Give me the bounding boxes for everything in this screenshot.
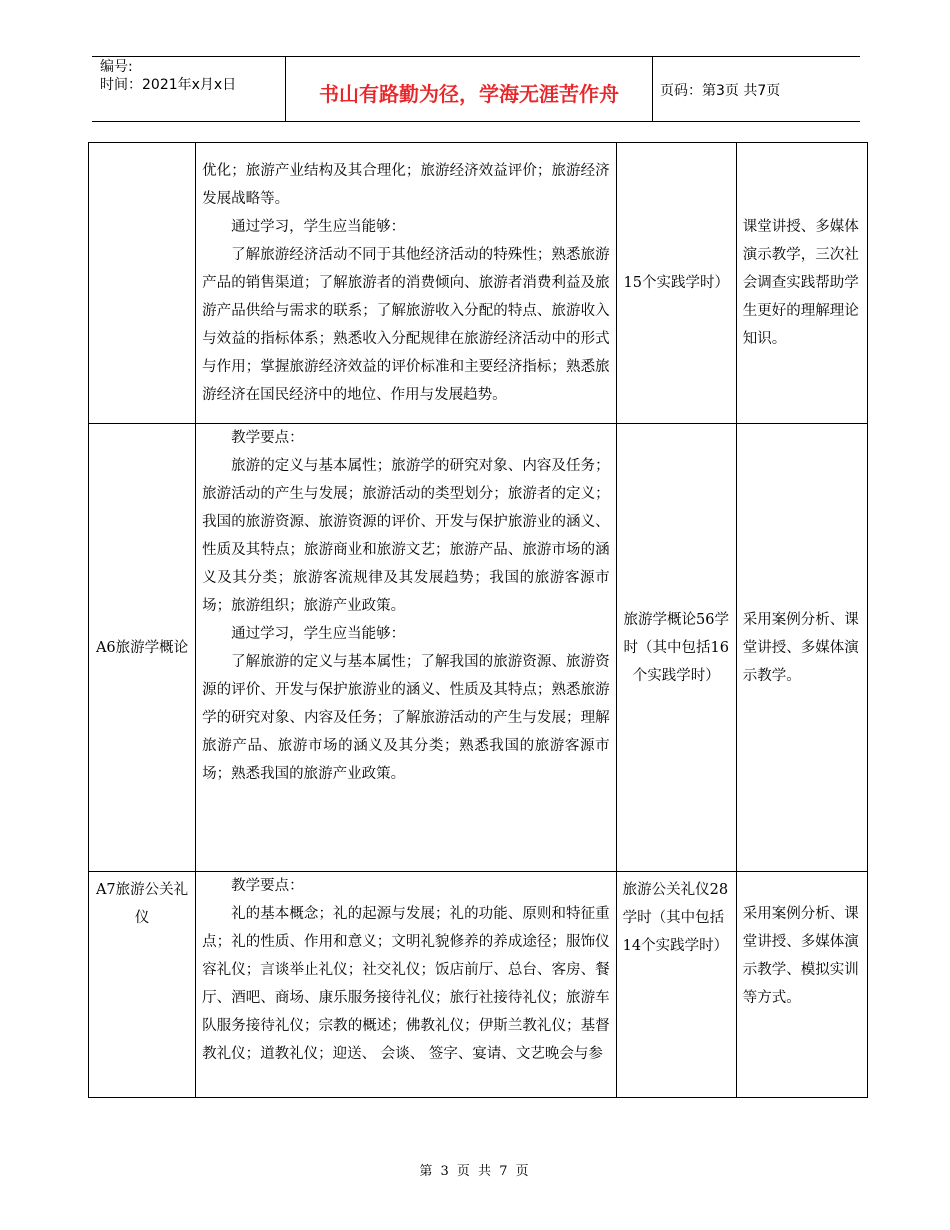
course-hours-cell: 旅游学概论56学时（其中包括16个实践学时）	[616, 424, 736, 872]
header-bottom-rule	[92, 121, 860, 122]
teaching-method-cell: 采用案例分析、课堂讲授、多媒体演示教学。	[736, 424, 867, 872]
course-name-cell	[89, 143, 196, 424]
course-hours-cell: 旅游公关礼仪28学时（其中包括14个实践学时）	[616, 872, 736, 1098]
page-footer: 第 3 页 共 7 页	[419, 1164, 531, 1179]
content-paragraph: 通过学习，学生应当能够：	[231, 626, 406, 642]
document-time: 时间：2021年x月x日	[100, 77, 237, 93]
table-row	[89, 143, 868, 424]
header-separator	[652, 57, 653, 121]
teaching-method-cell: 课堂讲授、多媒体演示教学，三次社会调查实践帮助学生更好的理解理论知识。	[736, 143, 867, 424]
header-separator	[285, 57, 286, 121]
header-page-info: 页码：第3页 共7页	[660, 83, 781, 99]
content-paragraph: 教学要点：	[231, 878, 304, 894]
course-content-cell	[196, 424, 617, 872]
table-row	[89, 872, 868, 1098]
content-paragraph: 优化；旅游产业结构及其合理化；旅游经济效益评价；旅游经济发展战略等。	[202, 163, 610, 207]
course-table	[88, 142, 868, 1098]
content-paragraph: 旅游的定义与基本属性；旅游学的研究对象、内容及任务；旅游活动的产生与发展；旅游活动的类型划分；旅游者的定义；我国的旅游资源、旅游资源的评价、开发与保护旅游业的涵义、性质及其特点；旅游商业和旅游文艺；旅游产品、旅游市场的涵义及其分类；旅游客流规律及其发展趋势；我国的旅游客源市场；旅游组织；旅游产业政策。	[202, 458, 610, 614]
header-top-rule	[92, 56, 860, 57]
content-paragraph: 了解旅游的定义与基本属性；了解我国的旅游资源、旅游资源的评价、开发与保护旅游业的涵义、性质及其特点；熟悉旅游学的研究对象、内容及任务；了解旅游活动的产生与发展；理解旅游产品、旅游市场的涵义及其分类；熟悉我国的旅游客源市场；熟悉我国的旅游产业政策。	[202, 654, 610, 782]
table-row	[89, 424, 868, 872]
course-name-cell: A6旅游学概论	[89, 424, 196, 872]
content-paragraph: 了解旅游经济活动不同于其他经济活动的特殊性；熟悉旅游产品的销售渠道；了解旅游者的消费倾向、旅游者消费利益及旅游产品供给与需求的联系；了解旅游收入分配的特点、旅游收入与效益的指标体系；熟悉收入分配规律在旅游经济活动中的形式与作用；掌握旅游经济效益的评价标准和主要经济指标；熟悉旅游经济在国民经济中的地位、作用与发展趋势。	[202, 247, 610, 403]
content-paragraph: 礼的基本概念；礼的起源与发展；礼的功能、原则和特征重点；礼的性质、作用和意义；文明礼貌修养的养成途径；服饰仪容礼仪；言谈举止礼仪；社交礼仪；饭店前厅、总台、客房、餐厅、酒吧、商场、康乐服务接待礼仪；旅行社接待礼仪；旅游车队服务接待礼仪；宗教的概述；佛教礼仪；伊斯兰教礼仪；基督教礼仪；道教礼仪；迎送、 会谈、 签字、宴请、文艺晚会与参	[202, 906, 610, 1062]
teaching-method-cell: 采用案例分析、课堂讲授、多媒体演示教学、模拟实训等方式。	[736, 872, 867, 1098]
header-motto: 书山有路勤为径，学海无涯苦作舟	[319, 82, 619, 106]
course-content-cell	[196, 872, 617, 1098]
document-number-label: 编号:	[100, 59, 133, 75]
content-paragraph: 通过学习，学生应当能够：	[231, 219, 406, 235]
course-name-cell: A7旅游公关礼仪	[89, 872, 196, 1098]
course-content-cell	[196, 143, 617, 424]
content-paragraph: 教学要点：	[231, 430, 304, 446]
header-meta	[100, 58, 236, 94]
course-hours-cell: 15个实践学时）	[616, 143, 736, 424]
